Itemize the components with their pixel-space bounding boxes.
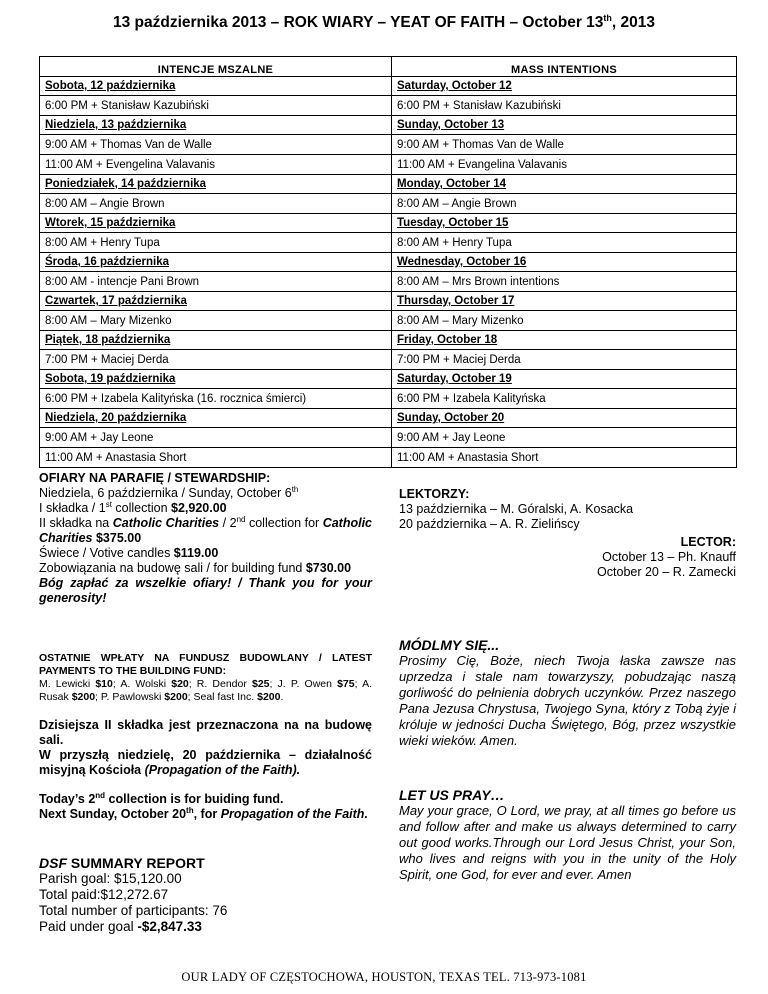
day-label-en: Friday, October 18: [392, 331, 737, 350]
latest-payments-list: M. Lewicki $10; A. Wolski $20; R. Dendor $25; J. P. Owen $75; A. Rusak $200; P. Pawlowski $200; Seal fast Inc. $200.: [39, 678, 372, 703]
day-label-pl: Niedziela, 13 października: [40, 116, 392, 135]
day-row: [40, 253, 737, 272]
dsf-goal: Parish goal: $15,120.00: [39, 871, 182, 886]
day-label-en: Thursday, October 17: [392, 292, 737, 311]
lectors-en: [399, 535, 736, 580]
day-row: [40, 214, 737, 233]
intention-row: [40, 428, 737, 448]
dsf-summary: [39, 855, 372, 935]
intention-row: [40, 233, 737, 253]
dsf-title: DSF SUMMARY REPORT: [39, 855, 205, 871]
day-row: [40, 116, 737, 135]
second-collection: II składka na Catholic Charities / 2nd collection for Catholic Charities $375.00: [39, 514, 373, 545]
latest-payments-section: [39, 652, 372, 704]
thanks-line: Bóg zapłać za wszelkie ofiary! / Thank you for your generosity!: [39, 576, 372, 605]
intention-pl: 6:00 PM + Stanisław Kazubiński: [40, 96, 392, 116]
stewardship-date: Niedziela, 6 października / Sunday, October 6th: [39, 484, 299, 500]
lector-line: 13 października – M. Góralski, A. Kosacka: [399, 502, 634, 516]
intention-en: 8:00 AM – Mary Mizenko: [392, 311, 737, 331]
day-row: [40, 292, 737, 311]
day-label-en: Tuesday, October 15: [392, 214, 737, 233]
second-collection-en: Today’s 2nd collection is for buiding fund. Next Sunday, October 20th, for Propagation of the Faith.: [39, 790, 368, 821]
day-label-pl: Piątek, 18 października: [40, 331, 392, 350]
day-row: [40, 77, 737, 96]
day-label-en: Sunday, October 20: [392, 409, 737, 428]
intention-pl: 6:00 PM + Izabela Kalityńska (16. rocznica śmierci): [40, 389, 392, 409]
lector-line: 20 października – A. R. Zielińscy: [399, 517, 580, 531]
intention-pl: 11:00 AM + Evengelina Valavanis: [40, 155, 392, 175]
intention-pl: 8:00 AM + Henry Tupa: [40, 233, 392, 253]
candles-line: Świece / Votive candles $119.00: [39, 546, 219, 560]
intention-en: 11:00 AM + Evangelina Valavanis: [392, 155, 737, 175]
day-label-en: Monday, October 14: [392, 175, 737, 194]
intention-row: [40, 194, 737, 214]
intention-row: [40, 311, 737, 331]
prayer-pl: [399, 638, 736, 749]
lectors-heading-pl: LEKTORZY:: [399, 487, 470, 501]
intention-pl: 8:00 AM – Mary Mizenko: [40, 311, 392, 331]
day-label-pl: Niedziela, 20 października: [40, 409, 392, 428]
intention-row: [40, 350, 737, 370]
prayer-text-pl: Prosimy Cię, Boże, niech Twoja łaska zawsze nas uprzedza i stale nam towarzyszy, pobudzając naszą gorliwość do pełnienia dobrych uczynków. Przez naszego Pana Jezusa Chrystusa, Twojego Syna, który z Tobą żyje i króluje w jedności Ducha Świętego, Bóg, przez wszystkie wieki wieków. Amen.: [399, 653, 736, 748]
first-collection: I składka / 1st collection $2,920.00: [39, 499, 227, 515]
intention-pl: 9:00 AM + Thomas Van de Walle: [40, 135, 392, 155]
dsf-under-goal: Paid under goal -$2,847.33: [39, 919, 202, 934]
intention-pl: 9:00 AM + Jay Leone: [40, 428, 392, 448]
building-fund-line: Zobowiązania na budowę sali / for building fund $730.00: [39, 561, 352, 575]
stewardship-heading: OFIARY NA PARAFIĘ / STEWARDSHIP:: [39, 471, 271, 485]
day-row: [40, 409, 737, 428]
day-row: [40, 370, 737, 389]
intention-row: [40, 272, 737, 292]
prayer-en: [399, 788, 736, 883]
intention-pl: 7:00 PM + Maciej Derda: [40, 350, 392, 370]
day-label-pl: Sobota, 19 października: [40, 370, 392, 389]
intentions-header-pl: INTENCJE MSZALNE: [40, 57, 392, 77]
day-label-pl: Środa, 16 października: [40, 253, 392, 272]
day-label-en: Wednesday, October 16: [392, 253, 737, 272]
footer: OUR LADY OF CZĘSTOCHOWA, HOUSTON, TEXAS TEL. 713-973-1081: [181, 970, 587, 984]
day-label-pl: Wtorek, 15 października: [40, 214, 392, 233]
day-label-pl: Sobota, 12 października: [40, 77, 392, 96]
intention-en: 8:00 AM – Angie Brown: [392, 194, 737, 214]
intention-en: 6:00 PM + Izabela Kalityńska: [392, 389, 737, 409]
intention-row: [40, 389, 737, 409]
day-row: [40, 175, 737, 194]
day-label-en: Saturday, October 12: [392, 77, 737, 96]
day-label-en: Sunday, October 13: [392, 116, 737, 135]
lectors-pl: [399, 487, 736, 532]
intention-en: 9:00 AM + Jay Leone: [392, 428, 737, 448]
intentions-header-en: MASS INTENTIONS: [392, 57, 737, 77]
prayer-heading-pl: MÓDLMY SIĘ...: [399, 637, 500, 653]
day-label-en: Saturday, October 19: [392, 370, 737, 389]
lector-line: October 20 – R. Zamecki: [597, 565, 736, 579]
lector-line: October 13 – Ph. Knauff: [602, 550, 736, 564]
page-title: 13 października 2013 – ROK WIARY – YEAT OF FAITH – October 13th, 2013: [112, 12, 656, 31]
intention-row: [40, 155, 737, 175]
prayer-text-en: May your grace, O Lord, we pray, at all times go before us and follow after and make us always determined to carry out good works.Through our Lord Jesus Christ, your Son, who lives and reigns with you in the unity of the Holy Spirit, one God, for ever and ever. Amen: [399, 803, 736, 882]
intention-en: 8:00 AM – Mrs Brown intentions: [392, 272, 737, 292]
second-collection-pl: Dzisiejsza II składka jest przeznaczona na na budowę sali. W przyszłą niedzielę, 20 października – działalność misyjną Kościoła (Propagation of the Faith).: [39, 718, 372, 777]
lectors-heading-en: LECTOR:: [680, 535, 736, 549]
intention-en: 8:00 AM + Henry Tupa: [392, 233, 737, 253]
intention-pl: 11:00 AM + Anastasia Short: [40, 448, 392, 468]
intention-en: 7:00 PM + Maciej Derda: [392, 350, 737, 370]
dsf-paid: Total paid:$12,272.67: [39, 887, 169, 902]
day-row: [40, 331, 737, 350]
intention-pl: 8:00 AM – Angie Brown: [40, 194, 392, 214]
prayer-heading-en: LET US PRAY…: [399, 787, 505, 803]
day-label-pl: Poniedziałek, 14 października: [40, 175, 392, 194]
intention-pl: 8:00 AM - intencje Pani Brown: [40, 272, 392, 292]
intention-en: 11:00 AM + Anastasia Short: [392, 448, 737, 468]
latest-payments-heading: OSTATNIE WPŁATY NA FUNDUSZ BUDOWLANY / LATEST PAYMENTS TO THE BUILDING FUND:: [39, 652, 372, 677]
stewardship-section: [39, 471, 372, 606]
intention-en: 6:00 PM + Stanisław Kazubiński: [392, 96, 737, 116]
intention-row: [40, 96, 737, 116]
day-label-pl: Czwartek, 17 października: [40, 292, 392, 311]
intention-row: [40, 135, 737, 155]
dsf-participants: Total number of participants: 76: [39, 903, 228, 918]
intention-row: [40, 448, 737, 468]
intention-en: 9:00 AM + Thomas Van de Walle: [392, 135, 737, 155]
mass-intentions-table: [39, 56, 737, 468]
